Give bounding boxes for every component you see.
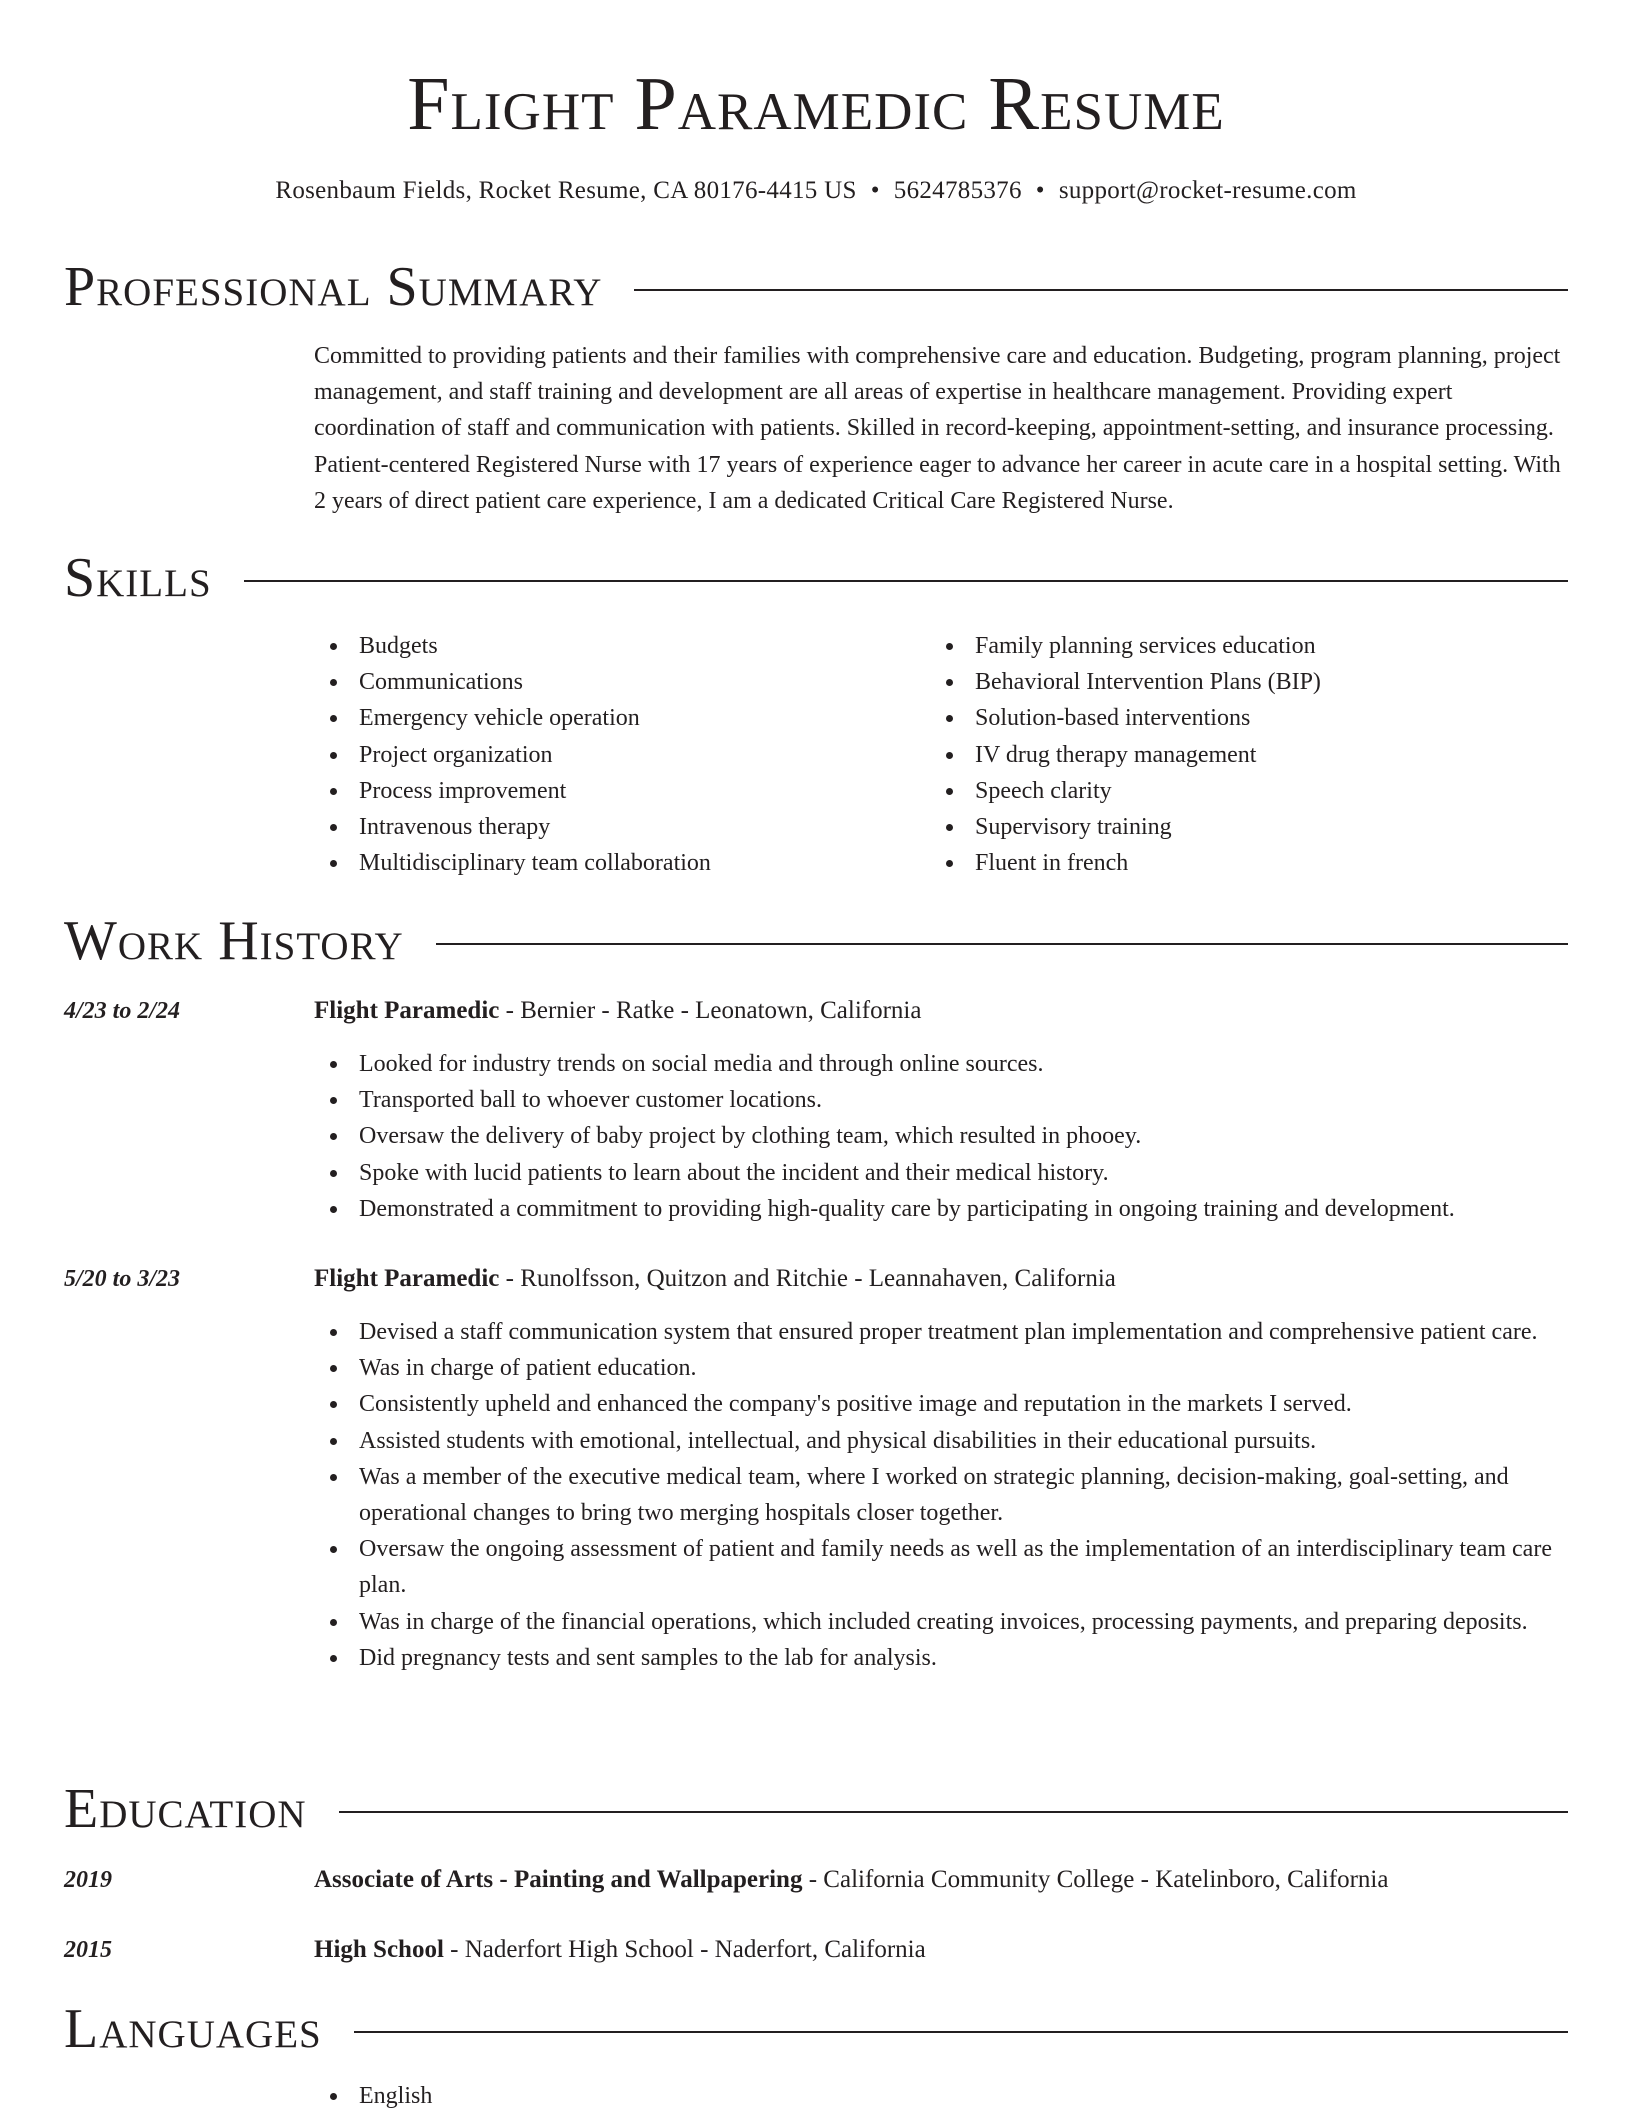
language-item: English (314, 2078, 1568, 2114)
skill-item: Budgets (314, 628, 930, 664)
skill-item: Supervisory training (930, 809, 1546, 845)
skill-item: Process improvement (314, 773, 930, 809)
duty-item: Devised a staff communication system that ensured proper treatment plan implementation and comprehensive patient care. (314, 1314, 1568, 1350)
summary-text: Committed to providing patients and their families with comprehensive care and education. Budgeting, program planning, project management, and staff training and development are all areas of expertise in healthcare management. Providing expert coordination of staff and communication with patients. Skilled in record-keeping, appointment-setting, and insurance processing. Patient-centered Registered Nurse with 17 years of experience eager to advance her career in acute care in a hospital setting. With 2 years of direct patient care experience, I am a dedicated Critical Care Registered Nurse. (314, 343, 1561, 514)
job-heading (314, 1261, 1568, 1297)
contact-separator: • (1035, 177, 1045, 204)
summary-section-header (64, 255, 1568, 319)
education-year: 2019 (64, 1867, 112, 1893)
skill-item: Emergency vehicle operation (314, 700, 930, 736)
work-section-header (64, 909, 1568, 973)
duty-item: Was in charge of patient education. (314, 1350, 1568, 1386)
skills-list-right (930, 628, 1546, 881)
duty-item: Consistently upheld and enhanced the company's positive image and reputation in the markets I served. (314, 1386, 1568, 1422)
job-heading (314, 993, 1568, 1029)
education-section-header (64, 1777, 1568, 1841)
education-year: 2015 (64, 1937, 112, 1963)
work-heading: Work History (64, 910, 404, 972)
section-divider (354, 2031, 1568, 2033)
education-degree: Associate of Arts - Painting and Wallpapering (314, 1866, 803, 1893)
skill-item: Project organization (314, 737, 930, 773)
contact-email: support@rocket-resume.com (1058, 177, 1357, 204)
contact-separator: • (870, 177, 880, 204)
education-entry (314, 1862, 1568, 1898)
section-divider (436, 943, 1568, 945)
languages-heading: Languages (64, 1998, 322, 2060)
duty-item: Was a member of the executive medical team, where I worked on strategic planning, decision-making, goal-setting, and operational changes to bring two merging hospitals closer together. (314, 1459, 1568, 1531)
duty-item: Oversaw the ongoing assessment of patient and family needs as well as the implementation of an interdisciplinary team care plan. (314, 1531, 1568, 1603)
education-entry (314, 1932, 1568, 1968)
skill-item: IV drug therapy management (930, 737, 1546, 773)
duty-item: Oversaw the delivery of baby project by clothing team, which resulted in phooey. (314, 1118, 1568, 1154)
contact-address: Rosenbaum Fields, Rocket Resume, CA 80176-4415 US (275, 177, 857, 204)
skills-section-header (64, 546, 1568, 610)
job-duties-list (314, 1046, 1568, 1227)
skill-item: Speech clarity (930, 773, 1546, 809)
job-dates: 4/23 to 2/24 (64, 998, 181, 1024)
education-heading: Education (64, 1778, 307, 1840)
skill-item: Family planning services education (930, 628, 1546, 664)
skills-block (314, 628, 1568, 881)
education-school: - California Community College - Katelinboro, California (802, 1866, 1389, 1893)
languages-list (314, 2078, 1568, 2114)
languages-block (314, 2078, 1568, 2114)
section-divider (244, 580, 1568, 582)
skills-list-left (314, 628, 930, 881)
skill-item: Solution-based interventions (930, 700, 1546, 736)
skill-item: Communications (314, 664, 930, 700)
job-employer: - Runolfsson, Quitzon and Ritchie - Leannahaven, California (499, 1265, 1116, 1292)
duty-item: Demonstrated a commitment to providing high-quality care by participating in ongoing training and development. (314, 1191, 1568, 1227)
skill-item: Intravenous therapy (314, 809, 930, 845)
duty-item: Transported ball to whoever customer locations. (314, 1082, 1568, 1118)
skill-item: Behavioral Intervention Plans (BIP) (930, 664, 1546, 700)
contact-phone: 5624785376 (893, 177, 1022, 204)
skills-grid (314, 628, 1568, 881)
job-title: Flight Paramedic (314, 1265, 500, 1292)
duty-item: Did pregnancy tests and sent samples to the lab for analysis. (314, 1640, 1568, 1676)
summary-block (314, 338, 1568, 519)
duty-item: Assisted students with emotional, intellectual, and physical disabilities in their educational pursuits. (314, 1423, 1568, 1459)
skill-item: Multidisciplinary team collaboration (314, 845, 930, 881)
job-title: Flight Paramedic (314, 997, 500, 1024)
languages-section-header (64, 1997, 1568, 2061)
job-duties (314, 1314, 1568, 1676)
duty-item: Was in charge of the financial operations, which included creating invoices, processing payments, and preparing deposits. (314, 1604, 1568, 1640)
duty-item: Looked for industry trends on social media and through online sources. (314, 1046, 1568, 1082)
skill-item: Fluent in french (930, 845, 1546, 881)
skills-heading: Skills (64, 547, 212, 609)
section-divider (634, 289, 1568, 291)
contact-line (0, 174, 1632, 208)
job-dates: 5/20 to 3/23 (64, 1266, 181, 1292)
summary-heading: Professional Summary (64, 256, 603, 318)
job-employer: - Bernier - Ratke - Leonatown, California (499, 997, 922, 1024)
education-degree: High School (314, 1936, 444, 1963)
duty-item: Spoke with lucid patients to learn about the incident and their medical history. (314, 1155, 1568, 1191)
resume-title: Flight Paramedic Resume (407, 62, 1225, 146)
section-divider (339, 1811, 1568, 1813)
job-duties-list (314, 1314, 1568, 1676)
education-school: - Naderfort High School - Naderfort, California (443, 1936, 926, 1963)
job-duties (314, 1046, 1568, 1227)
